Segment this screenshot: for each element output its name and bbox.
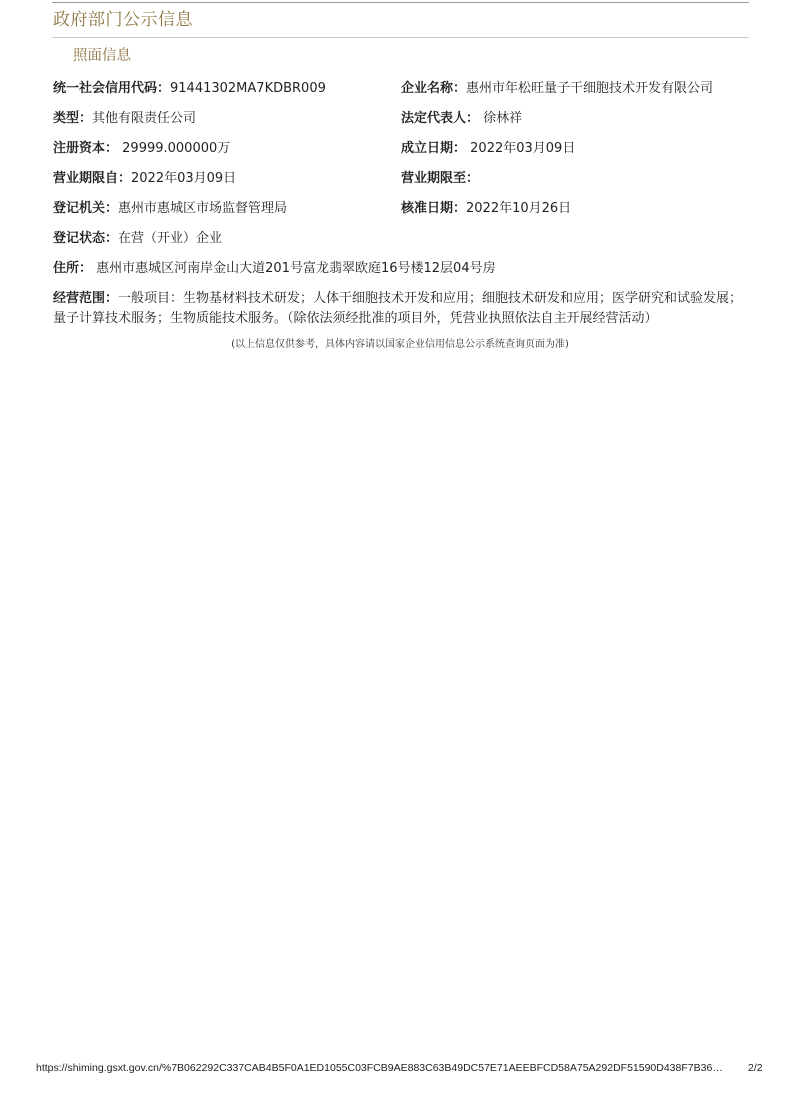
legal-rep-value: 徐林祥: [483, 111, 523, 126]
field-approval-date: [401, 200, 571, 218]
field-company-name: [401, 80, 713, 98]
established-label: 成立日期：: [401, 141, 467, 156]
status-value: 在营（开业）企业: [118, 231, 223, 246]
established-value: 2022年03月09日: [470, 141, 576, 156]
subsection-title: 照面信息: [73, 48, 131, 64]
field-established: [401, 140, 575, 158]
credit-code-label: 统一社会信用代码：: [53, 81, 171, 96]
term-from-value: 2022年03月09日: [131, 171, 237, 186]
credit-code-value: 91441302MA7KDBR009: [170, 81, 326, 96]
term-to-label: 营业期限至：: [401, 171, 480, 186]
scope-label: 经营范围：: [53, 291, 119, 306]
field-business-scope: [53, 289, 743, 329]
approval-date-label: 核准日期：: [401, 201, 467, 216]
address-label: 住所：: [53, 261, 93, 276]
status-label: 登记状态：: [53, 231, 119, 246]
field-address: [53, 260, 496, 278]
field-status: [53, 230, 222, 248]
type-label: 类型：: [53, 111, 93, 126]
section-divider: [52, 37, 749, 38]
type-value: 其他有限责任公司: [92, 111, 197, 126]
disclaimer-note: (以上信息仅供参考，具体内容请以国家企业信用信息公示系统查询页面为准): [231, 339, 569, 350]
authority-label: 登记机关：: [53, 201, 119, 216]
field-term-to: [401, 170, 479, 188]
footer-page-number: 2/2: [748, 1062, 763, 1074]
address-value: 惠州市惠城区河南岸金山大道201号富龙翡翠欧庭16号楼12层04号房: [96, 261, 496, 276]
approval-date-value: 2022年10月26日: [466, 201, 572, 216]
reg-capital-value: 29999.000000万: [122, 141, 231, 156]
top-rule: [52, 2, 749, 3]
field-authority: [53, 200, 287, 218]
field-term-from: [53, 170, 236, 188]
company-name-label: 企业名称：: [401, 81, 467, 96]
field-reg-capital: [53, 140, 230, 158]
authority-value: 惠州市惠城区市场监督管理局: [118, 201, 288, 216]
company-name-value: 惠州市年松旺量子干细胞技术开发有限公司: [466, 81, 714, 96]
scope-value: 一般项目：生物基材料技术研发；人体干细胞技术开发和应用；细胞技术研发和应用；医学研究和试验发展；量子计算技术服务；生物质能技术服务。（除依法须经批准的项目外，凭营业执照依法自主开展经营活动）: [53, 291, 743, 326]
footer-url: https://shiming.gsxt.gov.cn/%7B062292C337CAB4B5F0A1ED1055C03FCB9AE883C63B49DC57E71AEEBFCD58A75A292DF51590D438F7B36…: [36, 1062, 723, 1074]
term-from-label: 营业期限自：: [53, 171, 132, 186]
field-credit-code: [53, 80, 326, 98]
reg-capital-label: 注册资本：: [53, 141, 119, 156]
legal-rep-label: 法定代表人：: [401, 111, 480, 126]
field-type: [53, 110, 196, 128]
section-title: 政府部门公示信息: [53, 10, 193, 30]
field-legal-rep: [401, 110, 522, 128]
